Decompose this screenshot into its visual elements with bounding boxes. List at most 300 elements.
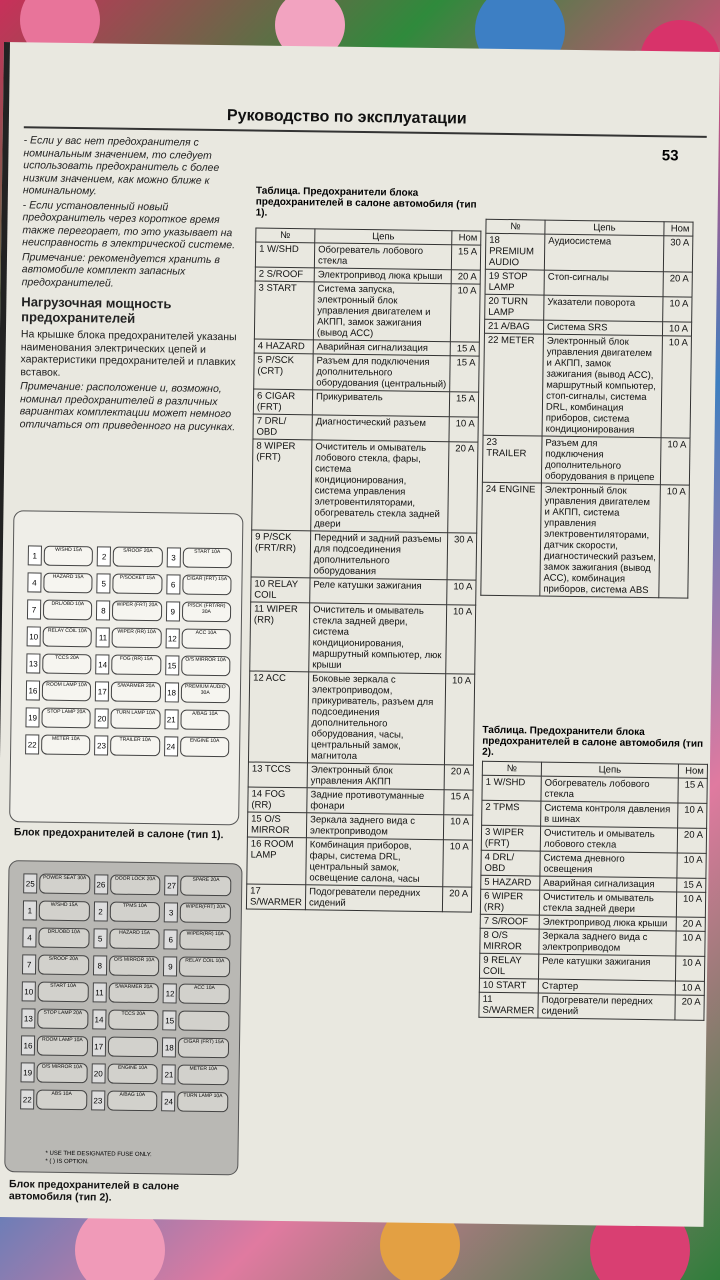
diagram1-caption: Блок предохранителей в салоне (тип 1). bbox=[13, 826, 224, 842]
fuse-label: TCCS 20A bbox=[108, 1010, 159, 1031]
fuse-label: HAZARD 15A bbox=[109, 929, 160, 950]
rating-cell: 20 A bbox=[676, 917, 705, 931]
rating-cell: 10 A bbox=[677, 853, 706, 878]
table-row bbox=[248, 671, 474, 765]
circuit-cell: Очиститель и омыватель лобового стекла, фары, система кондиционирования, система управления элетровентиляторами, обогреватель стекла задней двери bbox=[311, 440, 449, 533]
table-row bbox=[482, 775, 707, 803]
fuse-id-cell: 24 ENGINE bbox=[481, 482, 542, 596]
rating-cell: 15 A bbox=[677, 878, 706, 892]
fuse-number: 24 bbox=[161, 1091, 175, 1111]
intro-paragraph: На крышке блока предохранителей указаны наименования электрических цепей и характеристики предохранителей и плавких вставок. bbox=[20, 328, 237, 379]
rating-cell: 20 A bbox=[444, 765, 473, 790]
fuse-id-cell: 9 P/SCK (FRT/RR) bbox=[251, 530, 311, 578]
fuse-label: HAZARD 15A bbox=[43, 573, 93, 594]
table-row bbox=[480, 928, 705, 956]
fuse-slot bbox=[28, 545, 94, 566]
diagram2-note-line: * ( ) IS OPTION. bbox=[45, 1158, 89, 1166]
fuse-number: 18 bbox=[164, 682, 178, 702]
circuit-cell: Зеркала заднего вида с электроприводом bbox=[306, 813, 443, 840]
fuse-id-cell: 14 FOG (RR) bbox=[248, 787, 307, 813]
rating-cell: 20 A bbox=[442, 887, 471, 912]
fuse-number: 5 bbox=[93, 928, 107, 948]
fuse-label: ENGINE 10A bbox=[107, 1064, 158, 1085]
fuse-number: 24 bbox=[164, 736, 178, 756]
fuse-number: 10 bbox=[27, 626, 41, 646]
fuse-number: 11 bbox=[92, 982, 106, 1002]
fuse-number: 27 bbox=[164, 875, 178, 895]
fuse-label: A/BAG 10A bbox=[180, 710, 230, 731]
intro-note: Примечание: расположение и, возможно, номинал предохранителей в различных вариантах комплектации может немного отличаться от приведенного на рисунках. bbox=[19, 380, 236, 433]
fuse-label: DRL/OBD 10A bbox=[38, 928, 89, 949]
fuse-id-cell: 19 STOP LAMP bbox=[485, 269, 544, 295]
fuse-slot bbox=[95, 708, 161, 729]
fuse-id-cell: 4 DRL/ OBD bbox=[481, 850, 540, 876]
fuse-label: A/BAG 10A bbox=[107, 1091, 158, 1112]
fuse-label: TPMS 10A bbox=[109, 902, 160, 923]
table-row bbox=[252, 439, 478, 533]
fuse-row bbox=[22, 954, 230, 977]
fuse-diagram-type1 bbox=[9, 510, 243, 825]
fuse-label bbox=[179, 1011, 230, 1032]
fuse-row bbox=[22, 927, 230, 950]
fuse-number: 4 bbox=[22, 927, 36, 947]
circuit-cell: Передний и задний разъемы для подсоединения дополнительного оборудования bbox=[310, 531, 448, 580]
fuse-row bbox=[28, 545, 232, 568]
rating-cell: 20 A bbox=[448, 442, 478, 533]
fuse-id-cell: 2 TPMS bbox=[482, 800, 541, 826]
table-row bbox=[253, 389, 478, 417]
circuit-cell: Диагностический разъем bbox=[312, 415, 449, 442]
fuse-slot bbox=[22, 954, 89, 975]
fuse-number: 14 bbox=[96, 654, 110, 674]
table-row bbox=[479, 953, 704, 981]
fuse-slot bbox=[92, 1036, 159, 1057]
fuse-number: 12 bbox=[163, 983, 177, 1003]
fuse-id-cell: 11 S/WARMER bbox=[479, 992, 538, 1018]
fuse-row bbox=[20, 1062, 228, 1085]
fuse-id-cell: 11 WIPER (RR) bbox=[250, 602, 310, 672]
fuse-number: 15 bbox=[163, 1010, 177, 1030]
fuse-label: START 10A bbox=[182, 548, 232, 569]
fuse-label: S/ROOF 20A bbox=[38, 955, 89, 976]
table-row bbox=[250, 602, 476, 674]
circuit-cell: Электронный блок управления двигателем и АКПП, система управления электровентиляторами, датчик скорости, диагностический разъем, замок зажигания (вывод АСС), комбинация приборов, система ABS bbox=[540, 483, 661, 598]
fuse-slot bbox=[96, 627, 162, 648]
fuse-label: W/SHD 15A bbox=[44, 546, 94, 567]
fuse-id-cell: 9 RELAY COIL bbox=[479, 953, 538, 979]
circuit-cell: Аварийная сигнализация bbox=[540, 876, 677, 892]
circuit-cell: Обогреватель лобового стекла bbox=[314, 243, 451, 270]
intro-paragraph: - Если установленный новый предохранитель через короткое время также перегорает, то это указывает на неисправность в электрической системе. bbox=[22, 198, 236, 252]
rating-cell: 10 A bbox=[443, 815, 472, 840]
rating-cell: 15 A bbox=[450, 342, 479, 356]
fuse-row bbox=[21, 1008, 229, 1031]
fuse-id-cell: 2 S/ROOF bbox=[255, 267, 314, 282]
fuse-number: 8 bbox=[96, 600, 110, 620]
circuit-cell: Электронный блок управления двигателем и АКПП, замок зажигания (вывод АСС), маршрутный компьютер, стоп-сигналы, система DRL, комбинация приборов, система кондиционирования bbox=[542, 334, 662, 438]
fuse-label: POWER SEAT 30A bbox=[39, 874, 90, 895]
fuse-slot bbox=[21, 1008, 88, 1029]
circuit-cell: Разъем для подключения дополнительного оборудования в прицепе bbox=[541, 436, 661, 485]
fuse-number: 6 bbox=[166, 574, 180, 594]
fuse-id-cell: 21 A/BAG bbox=[484, 319, 543, 334]
table-row bbox=[247, 812, 472, 840]
fuse-row bbox=[25, 707, 229, 730]
fuse-slot bbox=[163, 1010, 230, 1031]
fuse-id-cell: 18 PREMIUM AUDIO bbox=[485, 233, 544, 270]
rating-cell: 10 A bbox=[663, 297, 692, 322]
fuse-number: 23 bbox=[94, 735, 108, 755]
fuse-table-type1-continued bbox=[480, 219, 693, 599]
table-row bbox=[248, 762, 473, 790]
circuit-cell: Очиститель и омыватель стекла задней двери, система кондиционирования, маршрутный компьютер, люк крыши bbox=[309, 603, 447, 674]
fuse-label: RELAY COIL 10A bbox=[179, 957, 230, 978]
rating-cell: 10 A bbox=[661, 336, 691, 438]
fuse-label: ACC 10A bbox=[179, 984, 230, 1005]
fuse-slot bbox=[96, 654, 162, 675]
fuse-row bbox=[21, 1035, 229, 1058]
fuse-number: 13 bbox=[21, 1008, 35, 1028]
fuse-label: SPARE 20A bbox=[180, 876, 231, 897]
fuse-row bbox=[27, 599, 231, 622]
fuse-id-cell: 13 TCCS bbox=[248, 762, 307, 788]
fuse-number: 22 bbox=[25, 734, 39, 754]
table1-caption: Таблица. Предохранители блока предохранителей в салоне автомобиля (тип 1). bbox=[255, 185, 477, 219]
table-row bbox=[255, 242, 480, 270]
circuit-cell: Обогреватель лобового стекла bbox=[541, 776, 678, 803]
table-row bbox=[485, 233, 692, 272]
fuse-label: DRL/OBD 10A bbox=[43, 600, 93, 621]
fuse-label: O/S MIRROR 10A bbox=[109, 956, 160, 977]
circuit-cell: Боковые зеркала с электроприводом, прикуриватель, разъем для подсоединения дополнительного оборудования, часы, центральный замок, магнитола bbox=[307, 672, 445, 765]
rating-cell: 10 A bbox=[675, 956, 704, 981]
fuse-label: ENGINE 10A bbox=[180, 737, 230, 758]
section-heading: Нагрузочная мощность предохранителей bbox=[21, 294, 172, 326]
fuse-slot bbox=[166, 547, 232, 568]
fuse-number: 17 bbox=[92, 1036, 106, 1056]
fuse-slot bbox=[20, 1062, 87, 1083]
fuse-number: 20 bbox=[95, 708, 109, 728]
circuit-cell: Очиститель и омыватель лобового стекла bbox=[540, 826, 677, 853]
intro-paragraph: - Если у вас нет предохранителя с номинальным значением, то следует использовать предохранитель с более низким значением, как можно ближе к номинальному. bbox=[22, 134, 220, 198]
rating-cell: 10 A bbox=[449, 417, 478, 442]
page-header: Руководство по эксплуатации bbox=[226, 107, 467, 128]
fuse-id-cell: 8 O/S MIRROR bbox=[480, 928, 539, 954]
fuse-number: 14 bbox=[92, 1009, 106, 1029]
fuse-number: 5 bbox=[97, 573, 111, 593]
fuse-diagram-type2 bbox=[4, 860, 242, 1175]
fuse-slot bbox=[163, 983, 230, 1004]
col-header: № bbox=[256, 228, 315, 243]
fuse-slot bbox=[22, 927, 89, 948]
table-row bbox=[483, 333, 691, 438]
fuse-slot bbox=[91, 1090, 158, 1111]
col-header: Ном bbox=[452, 231, 481, 245]
rating-cell: 15 A bbox=[450, 356, 479, 392]
table-row bbox=[485, 294, 692, 322]
rating-cell: 30 A bbox=[663, 236, 692, 272]
circuit-cell: Стоп-сигналы bbox=[544, 270, 663, 297]
table-row bbox=[481, 850, 706, 878]
fuse-label: RELAY COIL 10A bbox=[43, 627, 93, 648]
fuse-number: 2 bbox=[93, 901, 107, 921]
fuse-number: 8 bbox=[93, 955, 107, 975]
fuse-slot bbox=[164, 902, 231, 923]
fuse-table-type1 bbox=[246, 228, 482, 913]
fuse-number: 16 bbox=[21, 1035, 35, 1055]
rating-cell: 10 A bbox=[662, 322, 691, 336]
fuse-number: 16 bbox=[26, 680, 40, 700]
table3-caption: Таблица. Предохранители блока предохранителей в салоне автомобиля (тип 2). bbox=[482, 724, 704, 758]
fuse-label: TURN LAMP 10A bbox=[177, 1092, 228, 1113]
fuse-number: 3 bbox=[164, 902, 178, 922]
fuse-id-cell: 5 P/SCK (CRT) bbox=[254, 353, 313, 390]
fuse-row bbox=[26, 680, 230, 703]
fuse-slot bbox=[23, 873, 90, 894]
fuse-id-cell: 12 ACC bbox=[248, 671, 308, 763]
fuse-slot bbox=[164, 709, 230, 730]
fuse-slot bbox=[162, 1037, 229, 1058]
fuse-label: WIPER (RR) 10A bbox=[112, 628, 162, 649]
fuse-label: METER 10A bbox=[41, 735, 91, 756]
fuse-label: S/WARMER 20A bbox=[108, 983, 159, 1004]
fuse-number: 21 bbox=[164, 709, 178, 729]
table-row bbox=[481, 825, 706, 853]
circuit-cell: Разъем для подключения дополнительного оборудования (центральный) bbox=[313, 354, 450, 392]
circuit-cell: Аудиосистема bbox=[544, 234, 663, 272]
fuse-number: 1 bbox=[28, 545, 42, 565]
circuit-cell: Подогреватели передних сидений bbox=[305, 885, 442, 912]
table-row bbox=[248, 787, 473, 815]
fuse-slot bbox=[164, 875, 231, 896]
fuse-slot bbox=[26, 680, 92, 701]
fuse-table-type2 bbox=[478, 761, 708, 1021]
fuse-number: 11 bbox=[96, 627, 110, 647]
fuse-number: 2 bbox=[97, 546, 111, 566]
fuse-slot bbox=[94, 735, 160, 756]
fuse-number: 15 bbox=[165, 655, 179, 675]
fuse-id-cell: 8 WIPER (FRT) bbox=[252, 439, 312, 531]
fuse-number: 23 bbox=[91, 1090, 105, 1110]
fuse-label: S/WARMER 20A bbox=[111, 682, 161, 703]
fuse-row bbox=[27, 572, 231, 595]
circuit-cell: Электропривод люка крыши bbox=[314, 268, 451, 284]
fuse-number: 12 bbox=[165, 628, 179, 648]
fuse-slot bbox=[164, 929, 231, 950]
col-header: Цепь bbox=[541, 762, 678, 778]
fuse-id-cell: 17 S/WARMER bbox=[246, 884, 305, 910]
fuse-label: P/SOCKET 15A bbox=[113, 574, 163, 595]
fuse-number: 26 bbox=[94, 874, 108, 894]
table-row bbox=[479, 992, 704, 1020]
fuse-id-cell: 4 HAZARD bbox=[254, 339, 313, 354]
fuse-label: WIPER(RR) 10A bbox=[180, 930, 231, 951]
fuse-slot bbox=[97, 573, 163, 594]
fuse-slot bbox=[97, 546, 163, 567]
diagram2-caption: Блок предохранителей в салоне автомобиля (тип 2). bbox=[8, 1178, 180, 1204]
diagram2-note-line: * USE THE DESIGNATED FUSE ONLY. bbox=[45, 1150, 152, 1159]
table-row bbox=[251, 577, 476, 605]
fuse-slot bbox=[25, 707, 91, 728]
fuse-slot bbox=[95, 681, 161, 702]
fuse-slot bbox=[166, 601, 232, 622]
fuse-slot bbox=[93, 901, 160, 922]
fuse-label: O/S MIRROR 10A bbox=[181, 656, 231, 677]
fuse-slot bbox=[91, 1063, 158, 1084]
circuit-cell: Реле катушки зажигания bbox=[538, 954, 675, 981]
col-header: Цепь bbox=[545, 220, 664, 236]
intro-column bbox=[20, 134, 252, 435]
table-row bbox=[481, 482, 690, 598]
fuse-label: TCCS 20A bbox=[42, 654, 92, 675]
fuse-label: W/SHD 15A bbox=[39, 901, 90, 922]
table-row bbox=[246, 884, 471, 912]
fuse-label: S/ROOF 20A bbox=[113, 547, 163, 568]
fuse-slot bbox=[92, 982, 159, 1003]
fuse-id-cell: 7 DRL/ OBD bbox=[253, 414, 312, 440]
fuse-label: ROOM LAMP 10A bbox=[42, 681, 92, 702]
fuse-number: 1 bbox=[23, 900, 37, 920]
fuse-label: PREMIUM AUDIO 30A bbox=[180, 683, 230, 704]
fuse-slot bbox=[165, 628, 231, 649]
circuit-cell: Подогреватели передних сидений bbox=[538, 993, 675, 1020]
fuse-row bbox=[26, 653, 230, 676]
fuse-id-cell: 16 ROOM LAMP bbox=[247, 837, 307, 885]
fuse-number: 3 bbox=[166, 547, 180, 567]
rating-cell: 15 A bbox=[449, 392, 478, 417]
fuse-slot bbox=[23, 900, 90, 921]
fuse-id-cell: 6 WIPER (RR) bbox=[480, 889, 539, 915]
fuse-slot bbox=[163, 956, 230, 977]
fuse-id-cell: 3 START bbox=[254, 281, 314, 340]
circuit-cell: Зеркала заднего вида с электроприводом bbox=[539, 929, 676, 956]
table-row bbox=[254, 353, 479, 392]
fuse-slot bbox=[94, 874, 161, 895]
fuse-id-cell: 15 O/S MIRROR bbox=[247, 812, 306, 838]
fuse-label: ACC 10A bbox=[181, 629, 231, 650]
fuse-slot bbox=[161, 1091, 228, 1112]
rating-cell: 10 A bbox=[450, 284, 480, 342]
fuse-slot bbox=[93, 928, 160, 949]
fuse-slot bbox=[27, 626, 93, 647]
fuse-row bbox=[20, 1089, 228, 1112]
fuse-slot bbox=[165, 655, 231, 676]
fuse-label: FOG (RR) 15A bbox=[112, 655, 162, 676]
fuse-number: 10 bbox=[22, 981, 36, 1001]
circuit-cell: Очиститель и омыватель стекла задней двери bbox=[539, 890, 676, 917]
fuse-number: 9 bbox=[166, 601, 180, 621]
page-number: 53 bbox=[661, 147, 679, 165]
fuse-row bbox=[22, 981, 230, 1004]
circuit-cell: Задние противотуманные фонари bbox=[307, 788, 444, 815]
fuse-slot bbox=[164, 682, 230, 703]
fuse-slot bbox=[164, 736, 230, 757]
fuse-label: CIGAR (FRT) 15A bbox=[182, 575, 232, 596]
fuse-slot bbox=[27, 599, 93, 620]
fuse-slot bbox=[26, 653, 92, 674]
table-row bbox=[254, 281, 480, 342]
rating-cell: 10 A bbox=[443, 840, 473, 887]
circuit-cell: Электронный блок управления АКПП bbox=[307, 763, 444, 790]
fuse-slot bbox=[93, 955, 160, 976]
manual-page bbox=[0, 42, 720, 1227]
fuse-number: 19 bbox=[25, 707, 39, 727]
table-row bbox=[247, 837, 473, 887]
circuit-cell: Комбинация приборов, фары, система DRL, центральный замок, освещение салона, часы bbox=[306, 838, 444, 887]
fuse-label: O/S MIRROR 10A bbox=[36, 1063, 87, 1084]
rating-cell: 10 A bbox=[678, 803, 707, 828]
rating-cell: 20 A bbox=[451, 270, 480, 284]
fuse-slot bbox=[96, 600, 162, 621]
fuse-id-cell: 10 RELAY COIL bbox=[251, 577, 310, 603]
fuse-label: STOP LAMP 20A bbox=[37, 1009, 88, 1030]
fuse-number: 6 bbox=[164, 929, 178, 949]
fuse-label: ABS 10A bbox=[36, 1090, 87, 1111]
fuse-slot bbox=[166, 574, 232, 595]
fuse-slot bbox=[162, 1064, 229, 1085]
col-header: Ном bbox=[664, 222, 693, 236]
fuse-number: 13 bbox=[26, 653, 40, 673]
fuse-id-cell: 22 METER bbox=[483, 333, 543, 436]
fuse-label: TURN LAMP 10A bbox=[111, 709, 161, 730]
table-row bbox=[482, 435, 690, 485]
fuse-row bbox=[27, 626, 231, 649]
intro-note: Примечание: рекомендуется хранить в автомобиле комплект запасных предохранителей. bbox=[21, 250, 220, 290]
fuse-label: WIPER (FRT) 20A bbox=[112, 601, 162, 622]
fuse-id-cell: 3 WIPER (FRT) bbox=[481, 825, 540, 851]
fuse-id-cell: 1 W/SHD bbox=[482, 775, 541, 801]
fuse-row bbox=[23, 873, 231, 896]
rating-cell: 10 A bbox=[447, 580, 476, 605]
col-header: Ном bbox=[678, 764, 707, 778]
fuse-id-cell: 10 START bbox=[479, 978, 538, 993]
table-row bbox=[485, 269, 692, 297]
col-header: № bbox=[486, 219, 545, 234]
table-row bbox=[482, 800, 707, 828]
circuit-cell: Система контроля давления в шинах bbox=[541, 801, 678, 828]
fuse-id-cell: 7 S/ROOF bbox=[480, 914, 539, 929]
circuit-cell: Система SRS bbox=[543, 320, 662, 336]
table-row bbox=[480, 889, 705, 917]
rating-cell: 10 A bbox=[444, 674, 474, 765]
rating-cell: 10 A bbox=[676, 931, 705, 956]
circuit-cell: Система дневного освещения bbox=[540, 851, 677, 878]
fuse-label: STOP LAMP 20A bbox=[41, 708, 91, 729]
fuse-label: CIGAR (FRT) 15A bbox=[178, 1038, 229, 1059]
fuse-number: 22 bbox=[20, 1089, 34, 1109]
rating-cell: 20 A bbox=[663, 272, 692, 297]
fuse-number: 21 bbox=[162, 1064, 176, 1084]
fuse-number: 25 bbox=[23, 873, 37, 893]
fuse-label: TRAILER 10A bbox=[110, 736, 160, 757]
fuse-label: METER 10A bbox=[178, 1065, 229, 1086]
fuse-id-cell: 23 TRAILER bbox=[482, 435, 542, 483]
fuse-slot bbox=[25, 734, 91, 755]
fuse-label: P/SCK (FRT/RR) 30A bbox=[182, 602, 232, 623]
fuse-label: DOOR LOCK 20A bbox=[110, 875, 161, 896]
col-header: № bbox=[482, 761, 541, 776]
circuit-cell: Стартер bbox=[538, 979, 675, 995]
rating-cell: 20 A bbox=[677, 828, 706, 853]
fuse-slot bbox=[92, 1009, 159, 1030]
rating-cell: 10 A bbox=[660, 438, 690, 485]
fuse-number: 19 bbox=[20, 1062, 34, 1082]
fuse-number: 4 bbox=[27, 572, 41, 592]
fuse-slot bbox=[21, 1035, 88, 1056]
fuse-number: 9 bbox=[163, 956, 177, 976]
fuse-number: 20 bbox=[91, 1063, 105, 1083]
fuse-label: START 10A bbox=[38, 982, 89, 1003]
